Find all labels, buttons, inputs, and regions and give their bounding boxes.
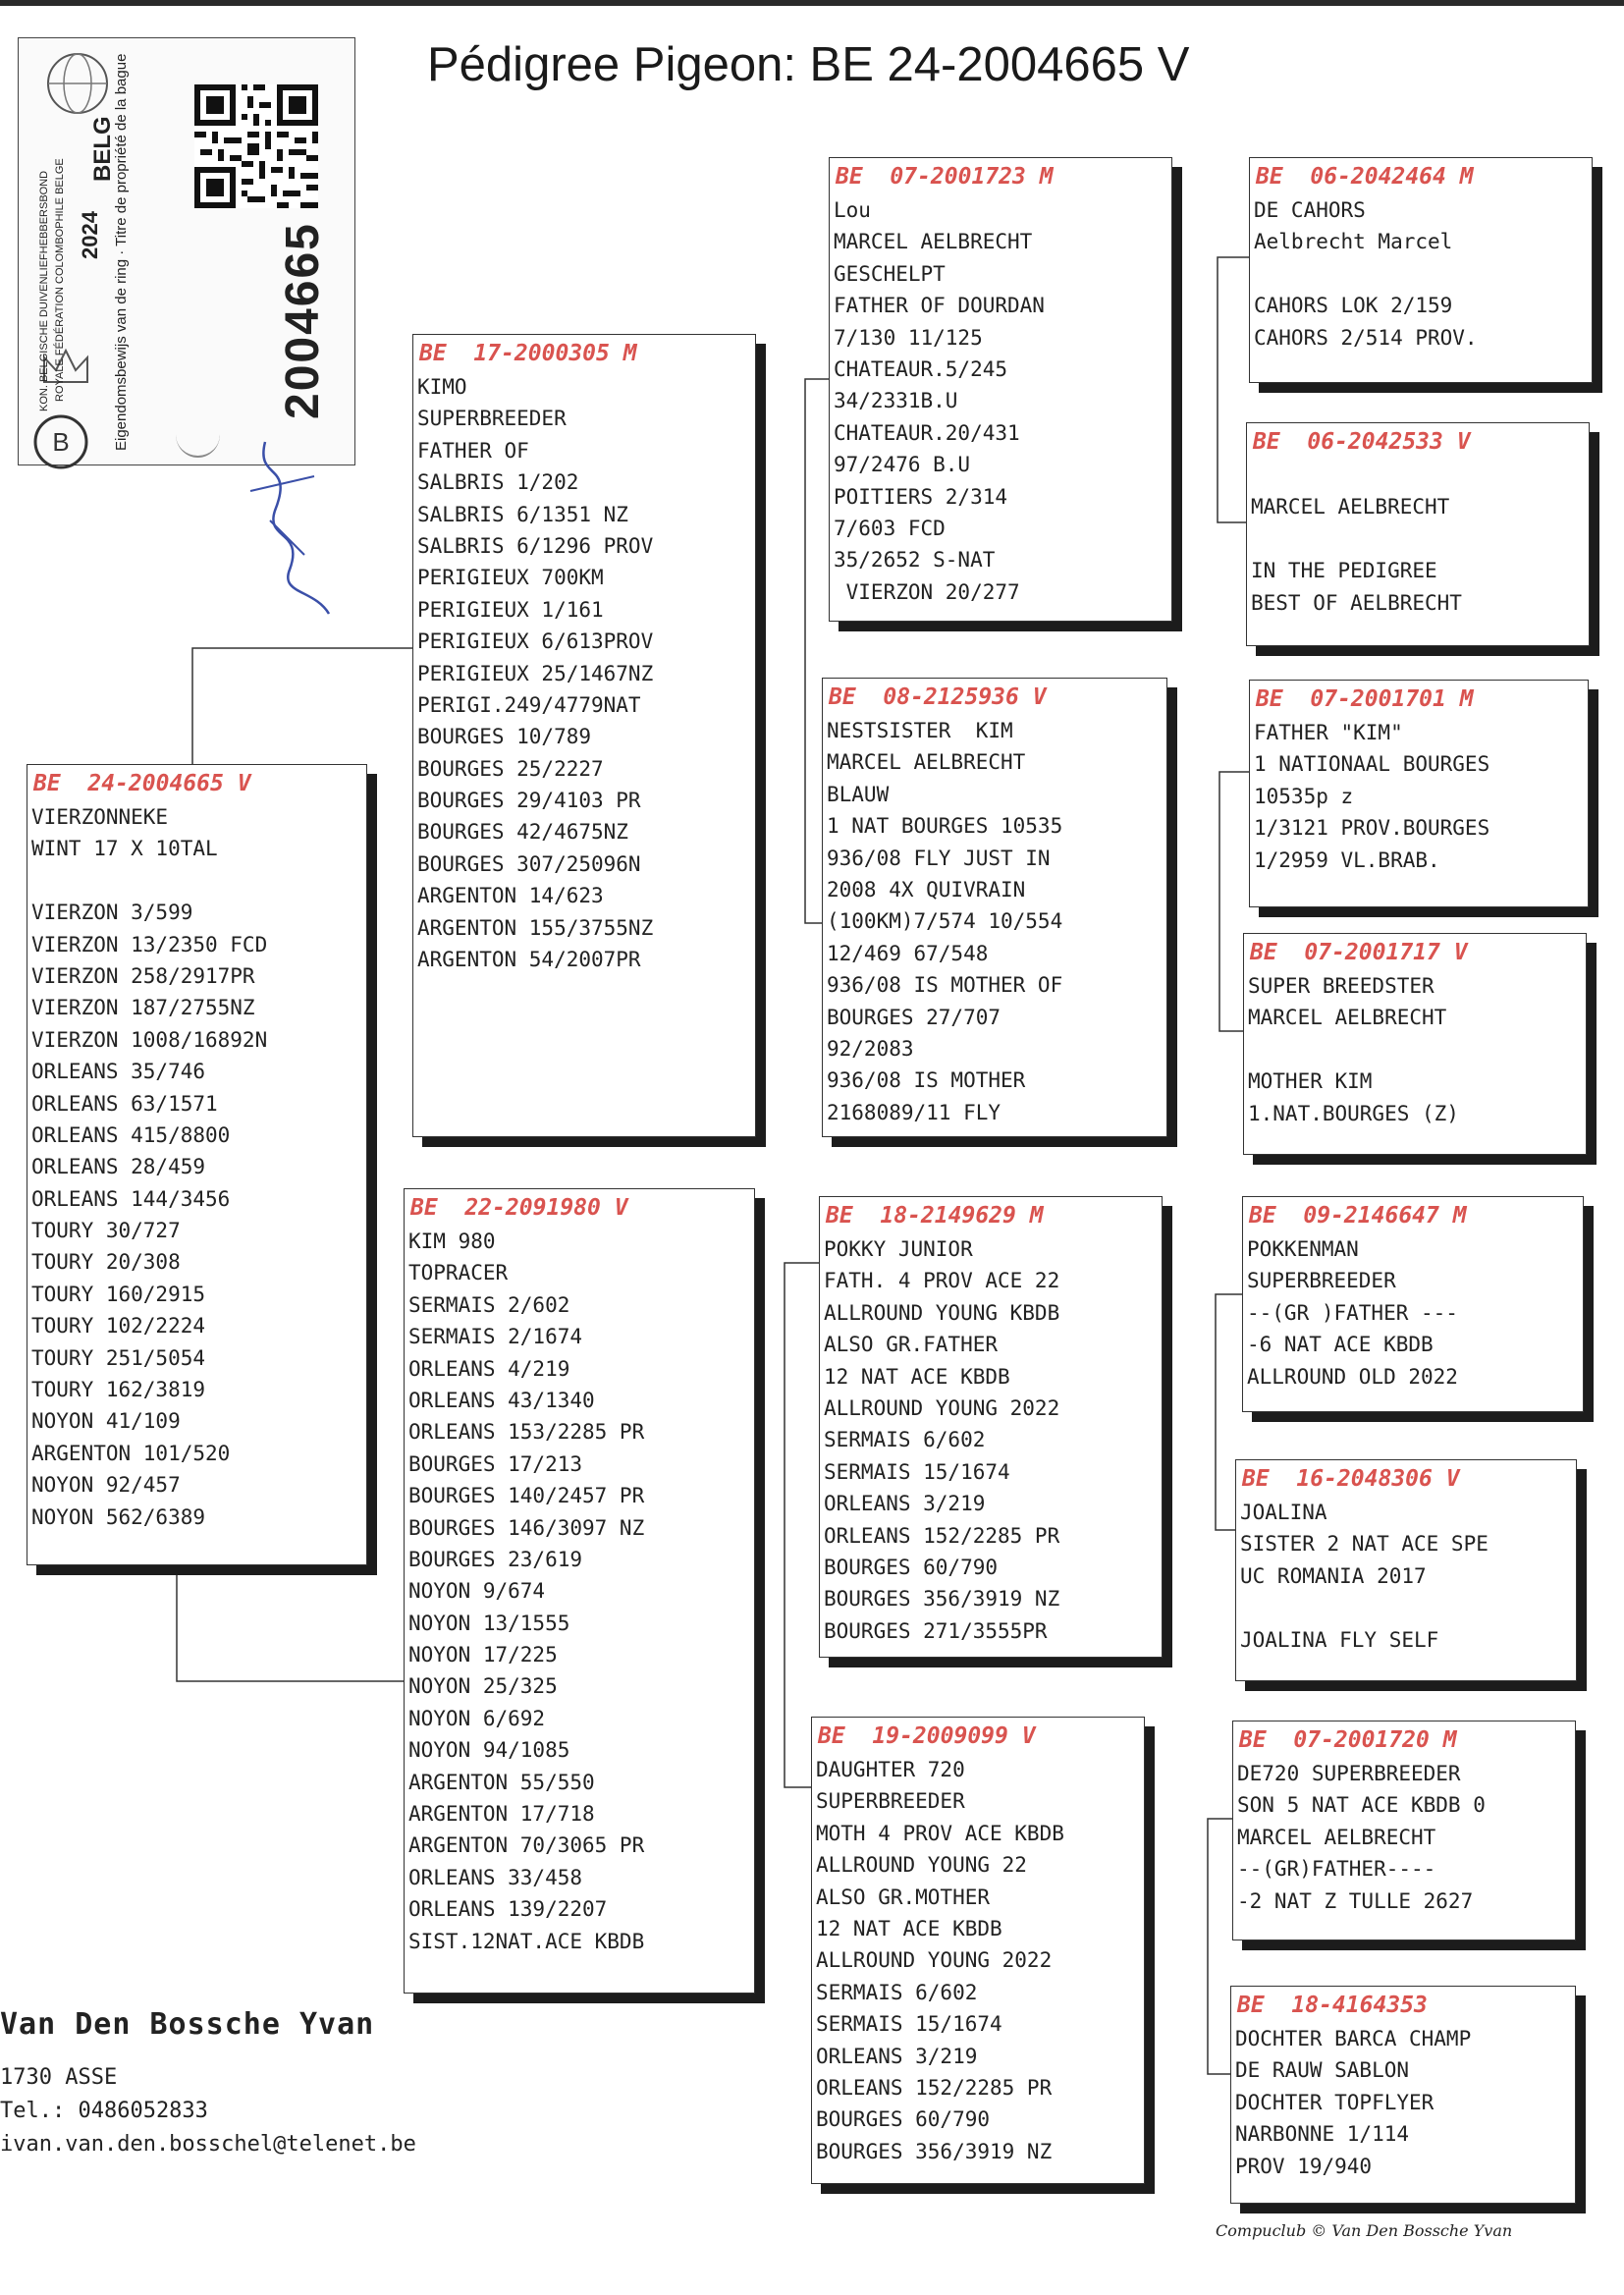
card-line: BOURGES 271/3555PR (824, 1618, 1048, 1643)
card-line: NOYON 17/225 (408, 1643, 558, 1667)
card-line: SUPERBREEDER (1247, 1269, 1396, 1293)
card-line: 936/08 IS MOTHER OF (827, 973, 1063, 998)
card-line: TOURY 160/2915 (31, 1282, 206, 1306)
card-line: BOURGES 17/213 (408, 1451, 583, 1476)
card-line: BOURGES 29/4103 PR (417, 789, 641, 813)
card-line: TOURY 30/727 (31, 1219, 181, 1243)
card-line: SALBRIS 6/1296 PROV (417, 533, 654, 558)
card-line: DE RAUW SABLON (1235, 2058, 1410, 2083)
pedigree-card-ddd (1230, 1986, 1576, 2204)
card-line: 92/2083 (827, 1036, 914, 1061)
card-line: UC ROMANIA 2017 (1240, 1563, 1427, 1588)
card-line: MARCEL AELBRECHT (1237, 1825, 1436, 1849)
card-line: ALLROUND OLD 2022 (1247, 1364, 1458, 1389)
card-line: PERIGI.249/4779NAT (417, 692, 641, 717)
card-line: FATH. 4 PROV ACE 22 (824, 1269, 1060, 1293)
card-body (1233, 1754, 1575, 1917)
card-line: VIERZON 1008/16892N (31, 1027, 268, 1052)
pedigree-card-sds (1249, 680, 1589, 907)
pedigree-card-sire-sire (829, 157, 1172, 622)
card-body (1236, 1493, 1576, 1656)
card-line: (100KM)7/574 10/554 (827, 909, 1063, 934)
card-line: DOCHTER BARCA CHAMP (1235, 2027, 1472, 2050)
card-line: NARBONNE 1/114 (1235, 2122, 1410, 2147)
card-line: PERIGIEUX 25/1467NZ (417, 661, 654, 685)
card-line: POKKY JUNIOR (824, 1237, 973, 1261)
owner-phone: Tel.: 0486052833 (0, 2099, 208, 2123)
card-line (31, 865, 366, 897)
card-line: NOYON 25/325 (408, 1674, 558, 1699)
card-line: NOYON 6/692 (408, 1706, 546, 1730)
card-line: ORLEANS 35/746 (31, 1060, 206, 1084)
card-line: 12 NAT ACE KBDB (816, 1916, 1002, 1940)
card-line: PERIGIEUX 700KM (417, 566, 604, 590)
card-line: ORLEANS 3/219 (816, 2044, 978, 2068)
card-body (1250, 713, 1588, 876)
card-line: ALLROUND YOUNG 2022 (816, 1948, 1053, 1973)
pedigree-card-sss (1249, 157, 1593, 383)
card-line: CHATEAUR.5/245 (834, 356, 1008, 381)
ring-number-header: BE 22-2091980 V (410, 1195, 628, 1221)
card-line: NOYON 92/457 (31, 1473, 181, 1498)
ring-number-header: BE 07-2001723 M (836, 164, 1054, 190)
card-line: 1.NAT.BOURGES (Z) (1248, 1101, 1459, 1125)
card-line: 2008 4X QUIVRAIN (827, 877, 1026, 902)
card-line: 1 NATIONAAL BOURGES (1254, 752, 1490, 777)
card-line: KIM 980 (408, 1229, 496, 1253)
card-line: TOURY 162/3819 (31, 1378, 206, 1402)
card-line: NOYON 562/6389 (31, 1504, 206, 1529)
card-line: KIMO (417, 375, 467, 399)
card-line: ORLEANS 144/3456 (31, 1186, 231, 1211)
card-line: TOURY 20/308 (31, 1250, 181, 1275)
card-line: 12 NAT ACE KBDB (824, 1364, 1010, 1389)
ring-number-header: BE 18-2149629 M (826, 1203, 1044, 1229)
card-line: SISTER 2 NAT ACE SPE (1240, 1532, 1489, 1557)
card-line: 7/603 FCD (834, 516, 946, 540)
card-line: BOURGES 25/2227 (417, 756, 604, 781)
federation-name-nl: KON. BELGISCHE DUIVENLIEFHEBBERSBOND (38, 170, 50, 411)
card-line: CAHORS LOK 2/159 (1254, 294, 1453, 318)
ring-number: 2004665 (277, 222, 329, 419)
card-line: 1/3121 PROV.BOURGES (1254, 816, 1490, 841)
ring-number-header: BE 16-2048306 V (1242, 1466, 1460, 1492)
card-line: CAHORS 2/514 PROV. (1254, 325, 1478, 350)
card-line: 97/2476 B.U (834, 453, 971, 477)
pedigree-card-dam-sire (819, 1196, 1163, 1658)
property-text: Eigendomsbewijs van de ring · Titre de propriété de la bague (113, 53, 130, 451)
card-line: NOYON 9/674 (408, 1579, 546, 1604)
ring-number-header: BE 18-4164353 (1237, 1993, 1428, 2018)
card-body (820, 1229, 1162, 1647)
card-line: FATHER OF (417, 438, 529, 463)
card-line: ORLEANS 152/2285 PR (824, 1523, 1060, 1548)
card-body (823, 711, 1166, 1128)
card-line: NOYON 94/1085 (408, 1738, 570, 1763)
card-line: ORLEANS 3/219 (824, 1492, 986, 1516)
card-line: 1/2959 VL.BRAB. (1254, 847, 1440, 872)
footer-credit: Compuclub © Van Den Bossche Yvan (1216, 2221, 1513, 2240)
card-line: 1 NAT BOURGES 10535 (827, 814, 1063, 839)
card-line: ORLEANS 152/2285 PR (816, 2075, 1053, 2100)
card-line: MOTH 4 PROV ACE KBDB (816, 1821, 1064, 1845)
card-line: BOURGES 307/25096N (417, 851, 641, 876)
ring-country: BELG (89, 116, 116, 182)
card-line: FATHER "KIM" (1254, 721, 1403, 744)
card-line: DOCHTER TOPFLYER (1235, 2090, 1435, 2114)
card-line: ARGENTON 70/3065 PR (408, 1833, 645, 1858)
card-line: ORLEANS 63/1571 (31, 1091, 218, 1116)
card-line: MARCEL AELBRECHT (827, 750, 1026, 775)
card-body (413, 367, 755, 975)
card-line: JOALINA (1240, 1501, 1327, 1524)
card-line: SON 5 NAT ACE KBDB 0 (1237, 1793, 1486, 1818)
card-line: ARGENTON 54/2007PR (417, 948, 641, 972)
card-line: SERMAIS 6/602 (816, 1980, 978, 2004)
card-line: SERMAIS 2/1674 (408, 1325, 583, 1349)
card-line: BOURGES 146/3097 NZ (408, 1515, 645, 1540)
card-line: VIERZON 187/2755NZ (31, 996, 255, 1020)
card-line: CHATEAUR.20/431 (834, 420, 1020, 445)
card-line: ALLROUND YOUNG 2022 (824, 1395, 1060, 1420)
card-line: NOYON 41/109 (31, 1409, 181, 1434)
card-line: IN THE PEDIGREE (1251, 559, 1437, 583)
card-line: SERMAIS 15/1674 (824, 1459, 1010, 1484)
pedigree-card-dam-dam (811, 1717, 1145, 2184)
card-line: BOURGES 356/3919 NZ (824, 1587, 1060, 1612)
card-line: PERIGIEUX 6/613PROV (417, 629, 654, 654)
card-line: BOURGES 27/707 (827, 1005, 1001, 1029)
ring-number-header: BE 06-2042533 V (1253, 429, 1471, 455)
card-line: ALSO GR.MOTHER (816, 1885, 991, 1909)
pedigree-card-sire (412, 334, 756, 1137)
card-line: 2168089/11 FLY (827, 1100, 1001, 1124)
pedigree-card-dsd (1235, 1459, 1577, 1681)
card-line: BLAUW (827, 782, 890, 806)
card-line: VIERZONNEKE (31, 805, 169, 829)
card-line: DE720 SUPERBREEDER (1237, 1762, 1461, 1785)
card-line: ORLEANS 153/2285 PR (408, 1420, 645, 1445)
card-line: ALLROUND YOUNG KBDB (824, 1300, 1060, 1325)
card-line: SERMAIS 6/602 (824, 1428, 986, 1452)
card-line: 35/2652 S-NAT (834, 548, 996, 573)
card-line: ARGENTON 101/520 (31, 1441, 231, 1465)
card-line: --(GR )FATHER --- (1247, 1300, 1458, 1325)
card-body (812, 1750, 1144, 2167)
card-line (1254, 258, 1592, 290)
card-line: MOTHER KIM (1248, 1069, 1373, 1094)
card-line: ORLEANS 33/458 (408, 1865, 583, 1889)
ring-number-header: BE 07-2001701 M (1256, 686, 1474, 712)
card-line: NOYON 13/1555 (408, 1611, 570, 1635)
card-line: VIERZON 13/2350 FCD (31, 932, 268, 956)
ring-year: 2024 (78, 211, 102, 259)
card-line: ORLEANS 28/459 (31, 1155, 206, 1179)
card-line: SUPERBREEDER (417, 407, 567, 431)
federation-name-fr: ROYALE FÉDÉRATION COLOMBOPHILE BELGE (54, 158, 66, 402)
card-line: TOPRACER (408, 1261, 509, 1285)
ring-number-header: BE 24-2004665 V (33, 771, 251, 796)
ring-number-header: BE 17-2000305 M (419, 341, 637, 366)
card-line: SERMAIS 2/602 (408, 1292, 570, 1317)
card-line: BOURGES 23/619 (408, 1547, 583, 1571)
pedigree-card-dds (1232, 1721, 1576, 1940)
pedigree-card-ssd (1246, 422, 1590, 646)
card-line: FATHER OF DOURDAN (834, 294, 1045, 318)
card-line: 12/469 67/548 (827, 941, 989, 965)
card-line: --(GR)FATHER---- (1237, 1857, 1436, 1882)
card-line: SERMAIS 15/1674 (816, 2012, 1002, 2037)
card-line: MARCEL AELBRECHT (834, 230, 1033, 254)
card-body (1244, 966, 1586, 1129)
ring-number-header: BE 07-2001717 V (1250, 940, 1468, 965)
card-line: BOURGES 140/2457 PR (408, 1484, 645, 1508)
card-line: MARCEL AELBRECHT (1251, 495, 1450, 519)
card-line (1251, 523, 1589, 555)
card-line: ORLEANS 139/2207 (408, 1897, 608, 1922)
card-line: PROV 19/940 (1235, 2154, 1373, 2178)
owner-email: ivan.van.den.bosschel@telenet.be (0, 2132, 416, 2157)
card-line: SALBRIS 6/1351 NZ (417, 502, 628, 526)
pedigree-card-subject (27, 764, 367, 1565)
card-body (405, 1222, 754, 1957)
pedigree-card-sire-dam (822, 678, 1167, 1137)
card-line: POITIERS 2/314 (834, 484, 1008, 509)
card-line: POKKENMAN (1247, 1237, 1359, 1261)
card-line: ARGENTON 17/718 (408, 1802, 595, 1827)
card-line: BOURGES 42/4675NZ (417, 820, 628, 845)
card-line: ORLEANS 43/1340 (408, 1388, 595, 1412)
card-line: 936/08 IS MOTHER (827, 1068, 1026, 1093)
card-line: 936/08 FLY JUST IN (827, 846, 1051, 870)
card-line: ALSO GR.FATHER (824, 1333, 999, 1357)
card-line: Aelbrecht Marcel (1254, 230, 1453, 254)
card-line: -6 NAT ACE KBDB (1247, 1333, 1434, 1357)
card-line: MARCEL AELBRECHT (1248, 1006, 1447, 1030)
card-line: TOURY 251/5054 (31, 1345, 206, 1370)
card-line: DE CAHORS (1254, 198, 1366, 222)
card-line: ARGENTON 155/3755NZ (417, 915, 654, 940)
pedigree-card-sdd (1243, 933, 1587, 1155)
card-line: NESTSISTER KIM (827, 719, 1013, 742)
card-line: BOURGES 60/790 (824, 1555, 999, 1579)
card-line (1240, 1592, 1576, 1623)
owner-address: 1730 ASSE (0, 2065, 118, 2090)
card-line: SUPER BREEDSTER (1248, 974, 1435, 998)
card-line: 10535p z (1254, 784, 1354, 808)
card-line: ORLEANS 4/219 (408, 1356, 570, 1381)
card-line: SUPERBREEDER (816, 1789, 965, 1814)
pedigree-card-dss (1242, 1196, 1584, 1412)
card-line: SALBRIS 1/202 (417, 470, 579, 495)
card-line: TOURY 102/2224 (31, 1314, 206, 1339)
card-line: GESCHELPT (834, 261, 946, 286)
card-line: BOURGES 60/790 (816, 2107, 991, 2132)
card-line: VIERZON 3/599 (31, 901, 193, 925)
card-body (1250, 191, 1592, 354)
card-line: SIST.12NAT.ACE KBDB (408, 1929, 645, 1953)
ring-number-header: BE 19-2009099 V (818, 1723, 1036, 1749)
card-line: VIERZON 20/277 (834, 579, 1020, 604)
owner-info (0, 2007, 416, 2161)
card-line (1248, 1034, 1586, 1066)
svg-text:B: B (52, 427, 70, 457)
card-line: 7/130 11/125 (834, 325, 983, 350)
card-body (1247, 456, 1589, 619)
page-title: Pédigree Pigeon: BE 24-2004665 V (427, 38, 1190, 91)
card-line: DAUGHTER 720 (816, 1758, 965, 1781)
card-line: ARGENTON 14/623 (417, 884, 604, 908)
ring-number-header: BE 07-2001720 M (1239, 1727, 1457, 1753)
card-line: WINT 17 X 10TAL (31, 837, 218, 861)
card-line: PERIGIEUX 1/161 (417, 597, 604, 622)
card-line: Lou (834, 198, 871, 222)
card-line: JOALINA FLY SELF (1240, 1627, 1439, 1652)
owner-name: Van Den Bossche Yvan (0, 2007, 375, 2042)
card-body (830, 191, 1171, 608)
card-line (1251, 460, 1589, 491)
card-line: BEST OF AELBRECHT (1251, 590, 1462, 615)
card-line: ORLEANS 415/8800 (31, 1122, 231, 1147)
card-body (27, 797, 366, 1533)
ring-number-header: BE 09-2146647 M (1249, 1203, 1467, 1229)
ring-number-header: BE 06-2042464 M (1256, 164, 1474, 190)
card-line: BOURGES 10/789 (417, 725, 592, 749)
card-line: VIERZON 258/2917PR (31, 963, 255, 988)
card-line: -2 NAT Z TULLE 2627 (1237, 1888, 1474, 1913)
card-line: ARGENTON 55/550 (408, 1770, 595, 1794)
card-line: ALLROUND YOUNG 22 (816, 1853, 1027, 1878)
ring-number-header: BE 08-2125936 V (829, 684, 1047, 710)
card-body (1231, 2019, 1575, 2182)
card-line: BOURGES 356/3919 NZ (816, 2139, 1053, 2163)
card-body (1243, 1229, 1583, 1393)
pedigree-card-dam (404, 1188, 755, 1994)
card-line: 34/2331B.U (834, 389, 958, 413)
